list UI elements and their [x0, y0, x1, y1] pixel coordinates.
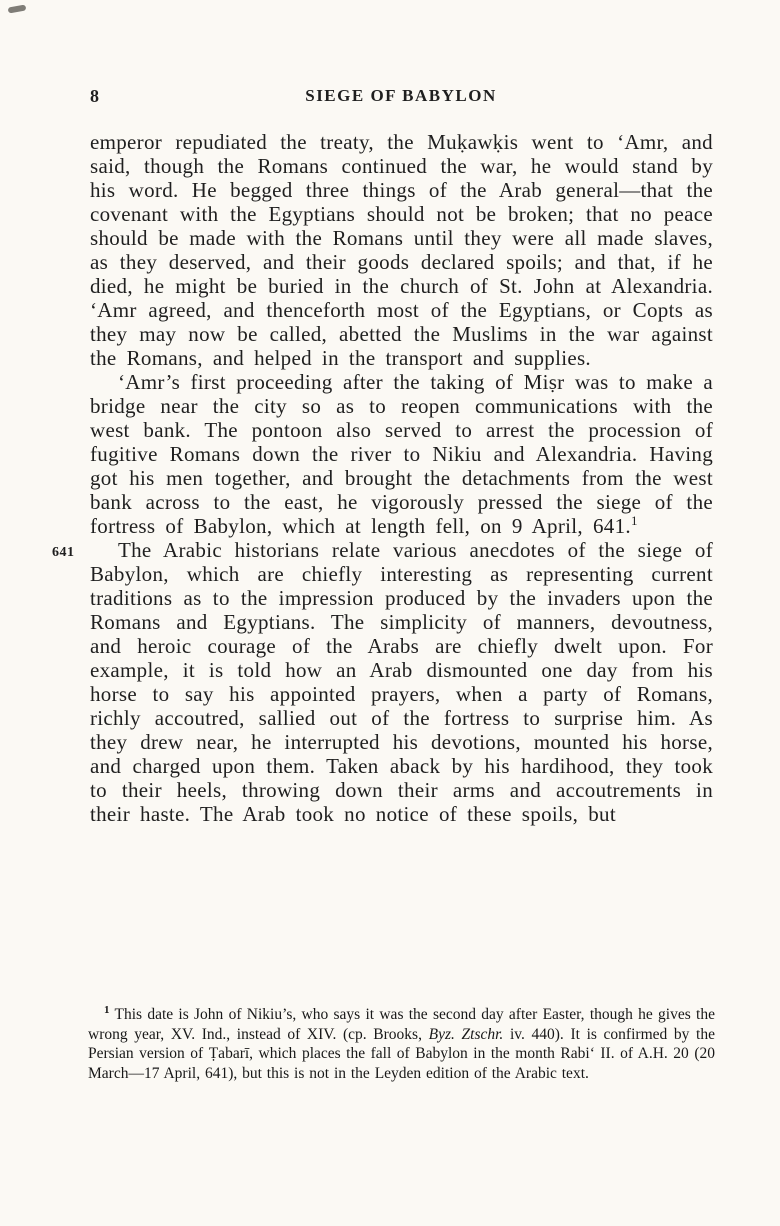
- footnote-reference: 1: [630, 513, 638, 528]
- paragraph-2-text: ‘Amr’s first proceeding after the taking of Miṣr was to make a bridge near the city so as to reopen communications with the west bank. The pontoon also served to arrest the procession of fugitive Romans down the river to Nikiu and Alexandria. Having got his men together, and brought the detachments from the west bank across to the east, he vigorously pressed the siege of the fortress of Babylon, which at length fell, on 9 April, 641.: [90, 370, 713, 538]
- footnote-text: This date is John of Nikiu’s, who says it was the second day after Easter, though he gives the wrong year, XV. Ind., instead of XIV. (cp. Brooks,: [88, 1006, 715, 1043]
- paragraph-3: The Arabic historians relate various anecdotes of the siege of Babylon, which are chiefly interesting as representing current traditions as to the impression produced by the invaders upon the Romans and Egyptians. The simplicity of manners, devoutness, and heroic courage of the Arabs are chiefly dwelt upon. For example, it is told how an Arab dismounted one day from his horse to say his appointed prayers, when a party of Romans, richly accoutred, sallied out of the fortress to surprise him. As they drew near, he interrupted his devotions, mounted his horse, and charged upon them. Taken aback by his hardihood, they took to their heels, throwing down their arms and accoutrements in their haste. The Arab took no notice of these spoils, but: [90, 538, 713, 826]
- scan-artifact: [8, 4, 27, 13]
- footnote-italic-citation: Byz. Ztschr.: [428, 1025, 504, 1043]
- paragraph-2: [90, 370, 713, 538]
- page-number: 8: [90, 86, 99, 106]
- running-header-title: SIEGE OF BABYLON: [305, 86, 497, 105]
- page-header: [90, 86, 712, 110]
- paragraph-3-wrap: [52, 538, 713, 826]
- footnote-marker: 1: [104, 1003, 110, 1016]
- footnote: [88, 1005, 715, 1083]
- paragraph-1: emperor repudiated the treaty, the Muḳawḳis went to ‘Amr, and said, though the Romans continued the war, he would stand by his word. He begged three things of the Arab general—that the covenant with the Egyptians should not be broken; that no peace should be made with the Romans until they were all made slaves, as they deserved, and their goods declared spoils; and that, if he died, he might be buried in the church of St. John at Alexandria. ‘Amr agreed, and thenceforth most of the Egyptians, or Copts as they may now be called, abetted the Muslims in the war against the Romans, and helped in the transport and supplies.: [90, 130, 713, 370]
- footnote-text-continued: iv. 440). It is confirmed by the Persian version of Ṭabarī, which places the fall of Babylon in the month Rabi‘ II. of A.H. 20 (20 March—17 April, 641), but this is not in the Leyden edition of the Arabic text.: [88, 1025, 715, 1082]
- margin-note-year: 641: [52, 545, 75, 560]
- body-text: [52, 130, 713, 826]
